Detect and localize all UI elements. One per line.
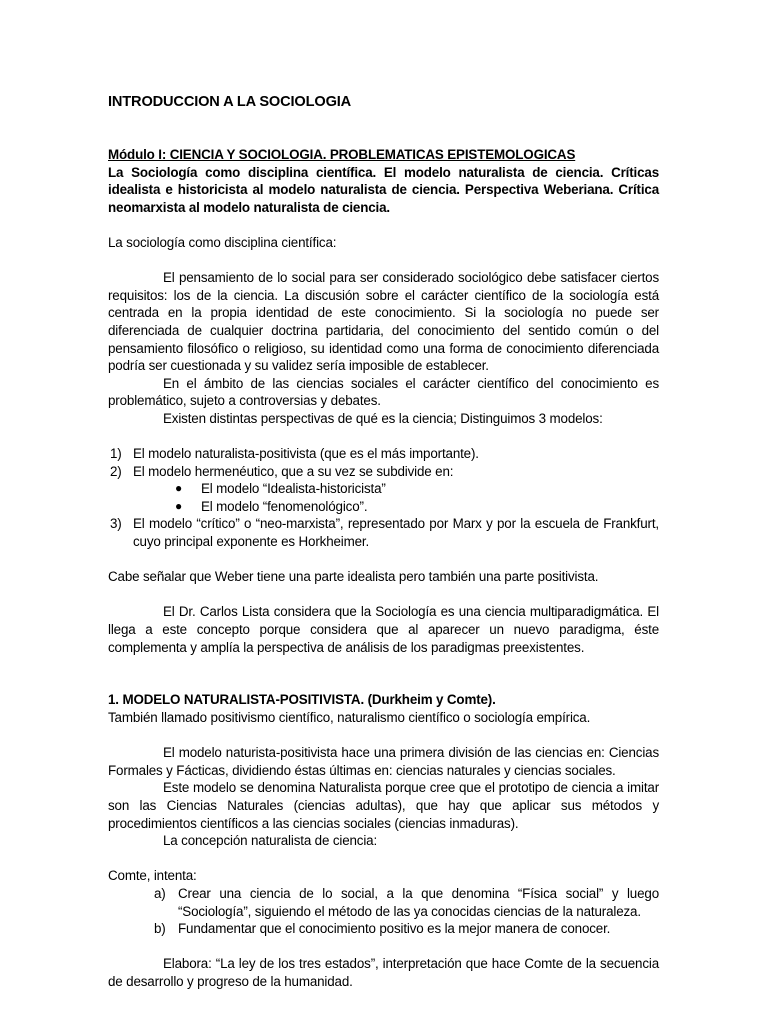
list-marker: b) xyxy=(154,921,166,937)
paragraph: Existen distintas perspectivas de qué es la ciencia; Distinguimos 3 modelos: xyxy=(163,410,603,426)
submodels-list xyxy=(133,480,659,515)
list-item xyxy=(108,885,659,920)
weber-note: Cabe señalar que Weber tiene una parte idealista pero también una parte positivista. xyxy=(108,569,599,585)
module-summary: La Sociología como disciplina científica. El modelo naturalista de ciencia. Críticas idealista e historicista al modelo naturalista de ciencia. Perspectiva Weberiana. Crítica neomarxista al modelo naturalista de ciencia. xyxy=(108,164,659,215)
list-item-text: El modelo “crítico” o “neo-marxista”, representado por Marx y por la escuela de Frankfurt, cuyo principal exponente es Horkheimer. xyxy=(133,516,659,550)
list-marker: 1) xyxy=(110,446,122,462)
section-subtitle: También llamado positivismo científico, naturalismo científico o sociología empírica. xyxy=(108,710,591,725)
list-item-text: Crear una ciencia de lo social, a la que denomina “Física social” y luego “Sociología”, siguiendo el método de las ya conocidas ciencias de la naturaleza. xyxy=(178,885,659,919)
list-item xyxy=(108,515,659,550)
bullet-item-text: El modelo “fenomenológico”. xyxy=(201,498,368,514)
paragraph: La concepción naturalista de ciencia: xyxy=(163,833,378,849)
comte-list xyxy=(108,885,659,938)
module-heading: Módulo I: CIENCIA Y SOCIOLOGIA. PROBLEMATICAS EPISTEMOLOGICAS xyxy=(108,147,576,162)
bullet-item xyxy=(133,480,659,498)
paragraph: El modelo naturista-positivista hace una primera división de las ciencias en: Ciencias Formales y Fácticas, dividiendo éstas últimas en: ciencias naturales y ciencias sociales. xyxy=(108,745,659,778)
models-list xyxy=(108,445,659,551)
bullet-item-text: El modelo “Idealista-historicista” xyxy=(201,481,386,497)
bullet-item xyxy=(133,498,659,516)
paragraph: El pensamiento de lo social para ser considerado sociológico debe satisfacer ciertos requisitos: los de la ciencia. La discusión sobre el carácter científico de la sociología está centrada en la propia identidad de este conocimiento. Si la sociología no puede ser diferenciada de cualquier doctrina partidaria, del conocimiento del sentido común o del pensamiento filosófico o religioso, su identidad como una forma de conocimiento diferenciada podría ser cuestionada y su validez sería imposible de establecer. xyxy=(108,270,659,374)
section-subheading: La sociología como disciplina científica: xyxy=(108,234,337,250)
document-body xyxy=(108,93,659,991)
list-item-text: El modelo naturalista-positivista (que es el más importante). xyxy=(133,446,479,462)
bullet-icon: ● xyxy=(175,481,183,496)
paragraph: Elabora: “La ley de los tres estados”, interpretación que hace Comte de la secuencia de desarrollo y progreso de la humanidad. xyxy=(108,956,659,989)
list-marker: a) xyxy=(154,885,166,901)
list-item-text: El modelo hermenéutico, que a su vez se subdivide en: xyxy=(133,463,454,479)
list-item xyxy=(108,463,659,516)
paragraph: El Dr. Carlos Lista considera que la Sociología es una ciencia multiparadigmática. El llega a este concepto porque considera que al aparecer un nuevo paradigma, éste complementa y amplía la perspectiva de análisis de los paradigmas preexistentes. xyxy=(108,604,659,655)
section-heading: 1. MODELO NATURALISTA-POSITIVISTA. (Durkheim y Comte). xyxy=(108,692,496,708)
list-marker: 2) xyxy=(110,463,122,479)
list-marker: 3) xyxy=(110,516,122,532)
list-item-text: Fundamentar que el conocimiento positivo es la mejor manera de conocer. xyxy=(178,921,611,937)
list-item xyxy=(108,920,659,938)
bullet-icon: ● xyxy=(175,498,183,513)
comte-label: Comte, intenta: xyxy=(108,868,197,884)
list-item xyxy=(108,445,659,463)
paragraph: Este modelo se denomina Naturalista porque cree que el prototipo de ciencia a imitar son las Ciencias Naturales (ciencias adultas), que hay que aplicar sus métodos y procedimientos científicos a las ciencias sociales (ciencias inmaduras). xyxy=(108,780,659,831)
document-title: INTRODUCCION A LA SOCIOLOGIA xyxy=(108,94,352,110)
paragraph: En el ámbito de las ciencias sociales el carácter científico del conocimiento es problemático, sujeto a controversias y debates. xyxy=(108,375,659,409)
